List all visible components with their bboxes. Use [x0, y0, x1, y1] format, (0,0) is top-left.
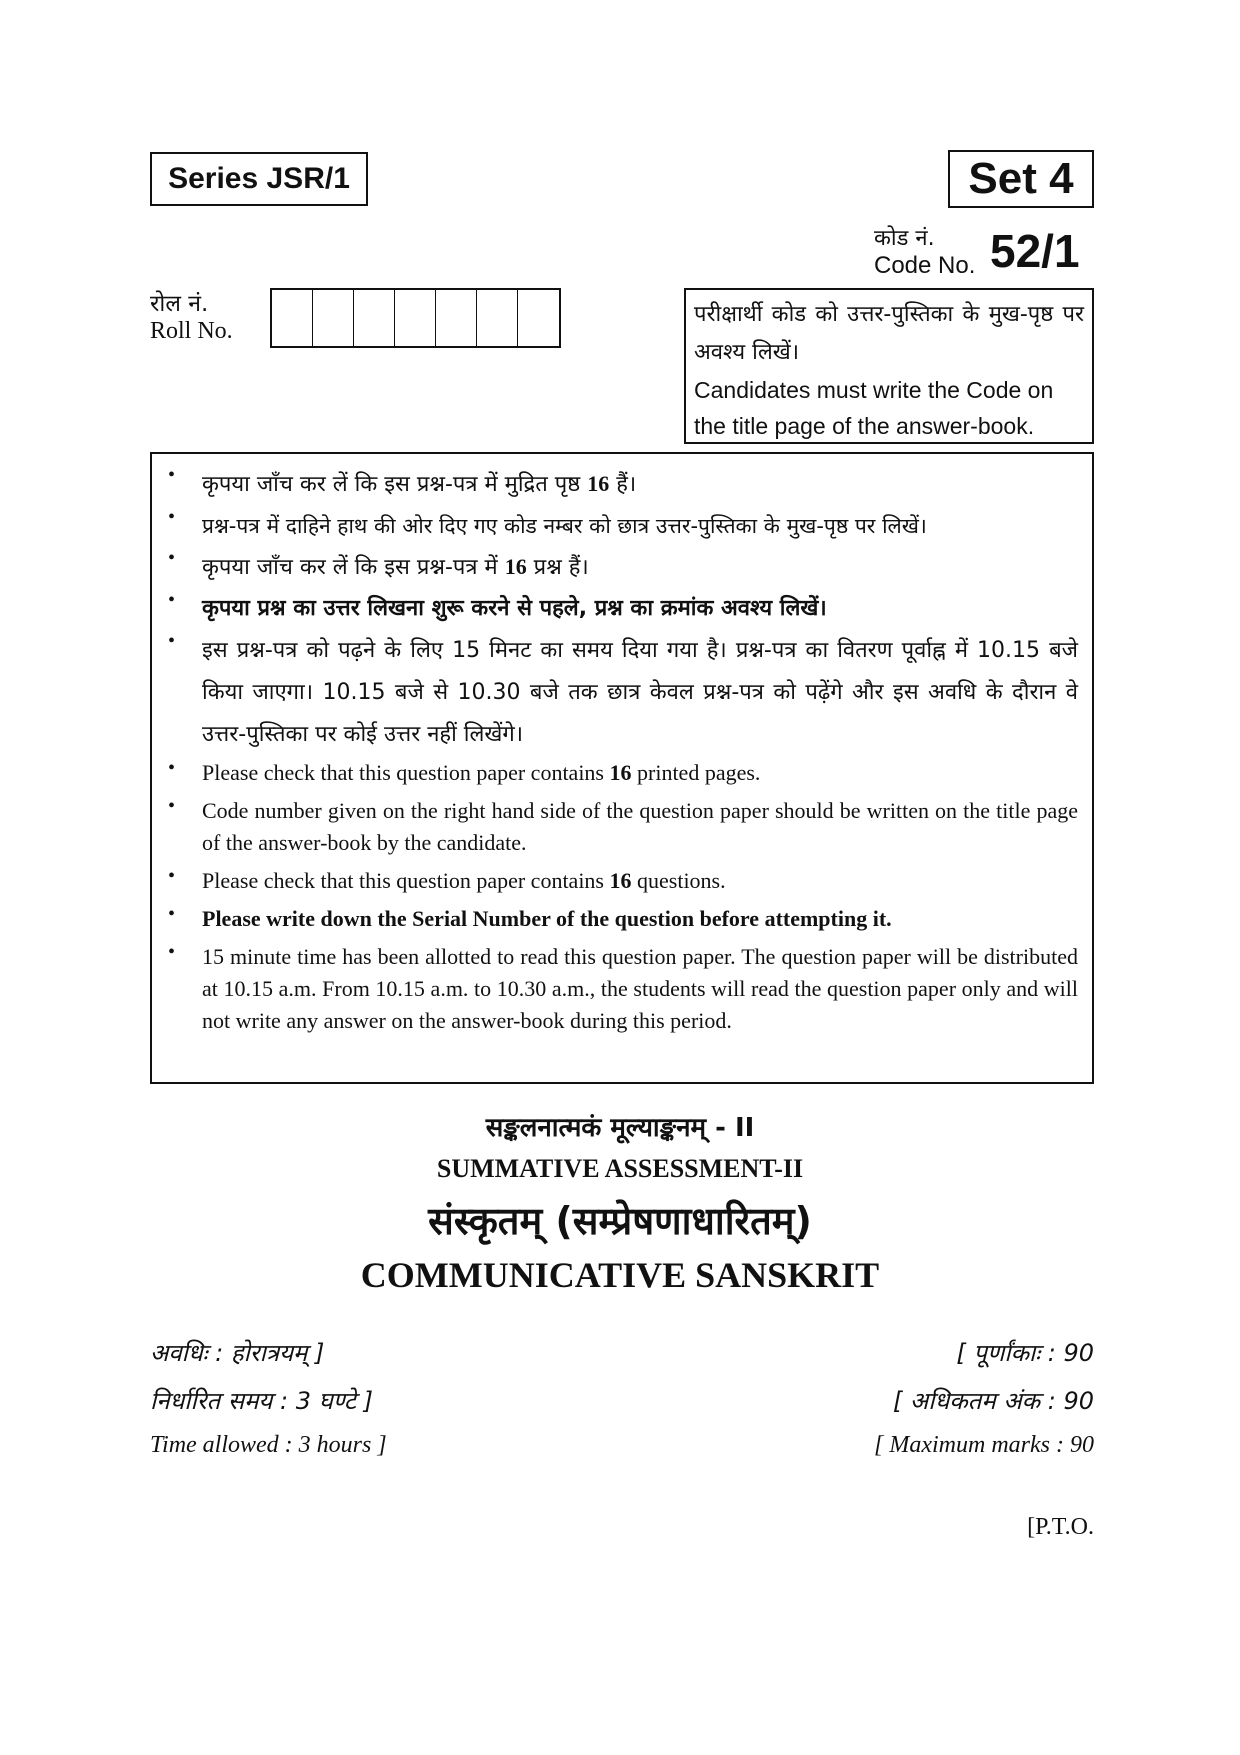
instruction-text: कृपया जाँच कर लें कि इस प्रश्न-पत्र में 16 प्रश्न हैं। — [202, 554, 589, 580]
instruction-text: इस प्रश्न-पत्र को पढ़ने के लिए 15 मिनट का समय दिया गया है। प्रश्न-पत्र का वितरण पूर्वाह्न में 10.15 बजे किया जाएगा। 10.15 बजे से 10.30 बजे तक छात्र केवल प्रश्न-पत्र को पढ़ेंगे और इस अवधि के दौरान वे उत्तर-पुस्तिका पर कोई उत्तर नहीं लिखेंगे। — [202, 638, 1078, 747]
bullet: • — [168, 547, 176, 569]
candidate-note-english: Candidates must write the Code on the title page of the answer-book. — [694, 377, 1054, 439]
bullet: • — [168, 941, 176, 963]
pto-label: [P.T.O. — [1027, 1514, 1094, 1540]
candidate-note-box — [684, 288, 1094, 444]
roll-digit-box[interactable] — [354, 290, 395, 346]
marks-hindi: [ अधिकतम अंक : 90 — [892, 1387, 1094, 1415]
series-label: Series JSR/1 — [150, 152, 368, 206]
roll-digit-box[interactable] — [395, 290, 436, 346]
instruction-item — [164, 506, 1078, 546]
instruction-item — [164, 547, 1078, 588]
duration-english: Time allowed : 3 hours ] — [150, 1432, 387, 1458]
code-label-english: Code No. — [874, 252, 976, 279]
candidate-note-hindi: परीक्षार्थी कोड को उत्तर-पुस्तिका के मुख-पृष्ठ पर अवश्य लिखें। — [694, 302, 1084, 365]
instruction-item — [164, 795, 1078, 859]
bullet: • — [168, 795, 176, 817]
bullet: • — [168, 506, 176, 528]
subject-title-hindi: संस्कृतम् (सम्प्रेषणाधारितम्) — [428, 1199, 812, 1243]
roll-digit-box[interactable] — [272, 290, 313, 346]
subject-title-english: COMMUNICATIVE SANSKRIT — [360, 1255, 880, 1295]
instruction-text: Please check that this question paper contains 16 questions. — [202, 868, 726, 893]
instruction-item — [164, 941, 1078, 1037]
set-label: Set 4 — [948, 150, 1094, 208]
instruction-text: Please write down the Serial Number of the question before attempting it. — [202, 906, 892, 931]
instruction-item — [164, 464, 1078, 505]
roll-label-english: Roll No. — [150, 318, 233, 344]
instruction-text: कृपया प्रश्न का उत्तर लिखना शुरू करने से पहले, प्रश्न का क्रमांक अवश्य लिखें। — [202, 596, 827, 621]
bullet: • — [168, 589, 176, 611]
instruction-item — [164, 589, 1078, 629]
roll-digit-box[interactable] — [313, 290, 354, 346]
bullet: • — [168, 757, 176, 779]
instruction-text: प्रश्न-पत्र में दाहिने हाथ की ओर दिए गए कोड नम्बर को छात्र उत्तर-पुस्तिका के मुख-पृष्ठ पर लिखें। — [202, 514, 927, 538]
duration-hindi: निर्धारित समय : 3 घण्टे ] — [150, 1387, 373, 1415]
roll-digit-box[interactable] — [436, 290, 477, 346]
code-number: 52/1 — [990, 225, 1080, 277]
bullet: • — [168, 630, 176, 652]
roll-number-boxes[interactable] — [270, 288, 561, 348]
instruction-item — [164, 865, 1078, 897]
code-label-hindi: कोड नं. — [874, 226, 935, 251]
bullet: • — [168, 865, 176, 887]
instruction-item — [164, 757, 1078, 789]
instruction-text: Code number given on the right hand side of the question paper should be written on the title page of the answer-book by the candidate. — [202, 798, 1078, 855]
instructions-box — [150, 452, 1094, 1084]
bullet: • — [168, 464, 176, 486]
instruction-text: Please check that this question paper contains 16 printed pages. — [202, 760, 761, 785]
bullet: • — [168, 903, 176, 925]
instruction-item — [164, 903, 1078, 935]
assessment-title-hindi: सङ्कलनात्मकं मूल्याङ्कनम् - II — [485, 1113, 755, 1143]
roll-label-hindi: रोल नं. — [150, 291, 209, 317]
instruction-item — [164, 630, 1078, 756]
assessment-title-english: SUMMATIVE ASSESSMENT-II — [436, 1154, 804, 1183]
instruction-text: 15 minute time has been allotted to read this question paper. The question paper will be distributed at 10.15 a.m. From 10.15 a.m. to 10.30 a.m., the students will read the question paper only and will not write any answer on the answer-book during this period. — [202, 944, 1078, 1033]
instruction-text: कृपया जाँच कर लें कि इस प्रश्न-पत्र में मुद्रित पृष्ठ 16 हैं। — [202, 471, 637, 497]
marks-english: [ Maximum marks : 90 — [874, 1432, 1094, 1458]
roll-digit-box[interactable] — [518, 290, 559, 346]
marks-sanskrit: [ पूर्णांकाः : 90 — [956, 1339, 1094, 1367]
roll-digit-box[interactable] — [477, 290, 518, 346]
duration-sanskrit: अवधिः : होरात्रयम् ] — [150, 1339, 325, 1367]
